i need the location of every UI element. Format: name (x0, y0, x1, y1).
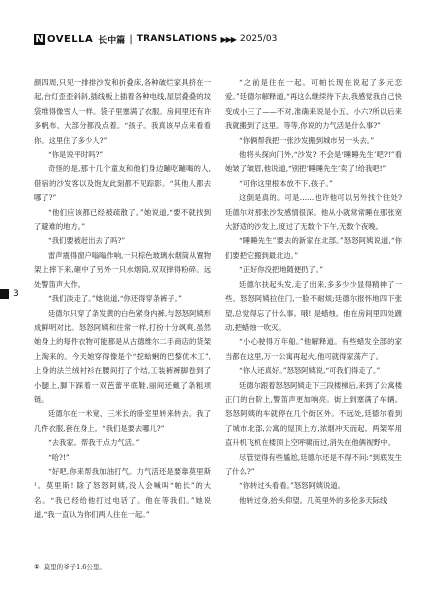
paragraph: “睡睡先生”要去的新家在北部。”怒怒阿姨说道,“你们要把它搬到最北边。” (225, 236, 402, 260)
paragraph: “好吧,你来帮我加油打气。力气活还是要靠莫里斯¹。莫里斯! 除了怒怒阿姨,没人会喊叫“帕长”的大名。“我已经给他打过电话了。他在等我们。”她说道,“我一直认为你们两人住在一起。” (34, 466, 211, 520)
paragraph: 廷德尔只穿了条发黄的白色紧身内裤,与怒怒阿姨形成鲜明对比。怒怒阿姨和往常一样,打扮十分飒爽,虽然她身上的每件衣物可能都是从古德维尔二手商店的货架上淘来的。今天她穿得像是个“挖蛤蜊的巴黎优木工”,上身的法兰绒衬衫在腰间打了个结,工装裤裤脚卷到了小腿上,脚下踩着一双芭蕾平底鞋,丽间还戴了条粗项链。 (34, 308, 211, 404)
paragraph: “之前是住在一起。可帕长现在说起了多元恋爱。”廷德尔解释道,“再这么继续待下去,我感觉我自己快变成小三了——不对,准确来说是小五、小六?所以后来我就搬到了这里。等等,你说的力气活是什么事?” (225, 78, 402, 131)
paragraph: “小心驶得万年船。”他解释道。有些蜡发全部的家当都在这里,万一公寓再起火,他可就得家荡产了。 (225, 337, 402, 361)
paragraph: 雷声震得窗户嗡嗡作响,一只棕色玻璃水烟筒从置物架上摔下来,砸中了另外一只水烟筒,双双摔得粉碎。远处警笛声大作。 (34, 250, 211, 289)
logo-chinese: 长中篇 (98, 35, 126, 46)
paragraph: 尽管觉得有些尴尬,廷德尔还是不得不问:“到底发生了什么?” (225, 452, 402, 476)
paragraph: “我们要被赶出去了吗?” (48, 236, 126, 246)
paragraph: 他转过身,抬头仰望。几英里外的多伦多天际线 (239, 495, 388, 505)
paragraph: “我们淡走了。”她说道,“你还得穿条裤子。” (48, 294, 182, 304)
footnote-number: ① (34, 563, 40, 571)
page-marker (0, 289, 19, 299)
paragraph: 廷德尔在一米宽、三米长的卧室里转来转去。我了几件衣服,套在身上。“我们是要去哪儿?” (34, 409, 211, 433)
left-text-column (34, 76, 211, 523)
issue-date: 2025/03 (239, 34, 278, 44)
paragraph: “你转过头看看。”怒怒阿姨说道。 (239, 481, 345, 491)
paragraph: 廷德尔扶起头发,走了出来,多多少少显得精神了一些。怒怒阿姨拉住门,一脸不耐烦;廷德尔报怀地四下张望,总觉得忘了什么事。哦! 是蜡烛。他在房间里四处踱动,把蜡烛一吹灭。 (225, 279, 402, 332)
page-header (34, 32, 394, 46)
logo-letter: N (35, 33, 44, 45)
paragraph: “哈?!” (48, 452, 70, 462)
logo-text: OVELLA (47, 33, 94, 45)
paragraph: “去我家。帮我干点力气活。” (48, 438, 140, 448)
page-tab-bar (0, 289, 9, 299)
paragraph: 奇怪的是,那十几个童友和他们身边蹦吃蹦喝的人,借宿的沙发客以及饱友此刻都不见踪影。“其他人都去哪了?” (34, 164, 211, 203)
section-title: TRANSLATIONS (136, 34, 218, 44)
paragraph: “你是说平时吗?” (48, 150, 104, 160)
footnote-text: 莫里的爷子1.6公里。 (43, 563, 106, 571)
footnote (34, 562, 106, 571)
page-number: 3 (13, 289, 19, 299)
paragraph: 廷德尔跟着怒怒阿姨走下三段楼梯后,来到了公寓楼正门的台阶上,警笛声更加响亮。街上到塞满了车辆。怒怒阿姨的车就停在几个街区外。不远处,廷德尔看到了城市北部,公寓的屋顶上方,浓烟冲天而起。两架军用直升机飞机在楼顶上空呼啸而过,消失在他俩视野中。 (225, 380, 402, 448)
triple-arrow-icon: ▶▶▶ (220, 34, 236, 44)
paragraph: “正好你没把地随便扔了。” (239, 265, 324, 275)
paragraph: “他们应该都已经被疏散了。”她说道,“要不就找到了避难的地方。” (34, 207, 211, 232)
right-text-column (225, 76, 402, 508)
paragraph: “可你这里根本放不下,孩子。” (239, 178, 333, 188)
paragraph: 颜四周,只见一排排沙发和折叠床,各种破烂家具挤在一起,台灯歪歪斜斜,插线板上插着各种电线,屋层叠叠的坟袋堆得像雪人一样。袋子里塞满了衣服。房间里还有许多帆布、大部分都没点着。“孩子。我真该早点来看看你。这里住了多少人?” (34, 78, 211, 145)
paragraph: 他将头探向门外,“沙发? 不会是‘睡睡先生’吧?!”看她皱了皱眉,他说道,“别把‘睡睡先生’卖了!给我吧!” (225, 150, 402, 174)
paragraph: “你人还真好。”怒怒阿姨说,“可我们得走了。” (239, 366, 381, 376)
paragraph: “你俩帮我把一张沙发搬到城市另一头去。” (239, 135, 375, 145)
header-separator: | (129, 33, 133, 45)
paragraph: 这倒是真的。可是……也许他可以另外找个住处?廷德尔对那张沙发感情很深。他从小就常常睡在那张宽大舒适的沙发上,度过了无数个下午,无数个夜晚。 (225, 193, 402, 232)
